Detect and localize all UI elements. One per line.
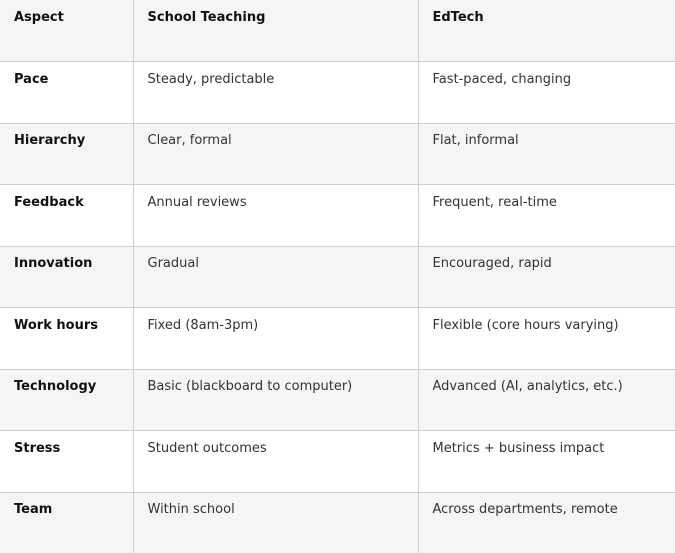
aspect-cell: Pace <box>0 62 133 124</box>
table-row <box>0 492 675 554</box>
school-teaching-cell: Clear, formal <box>133 123 418 185</box>
header-aspect: Aspect <box>0 0 133 62</box>
edtech-cell: Encouraged, rapid <box>418 246 675 308</box>
header-school-teaching: School Teaching <box>133 0 418 62</box>
header-edtech: EdTech <box>418 0 675 62</box>
edtech-cell: Metrics + business impact <box>418 431 675 493</box>
school-teaching-cell: Annual reviews <box>133 185 418 247</box>
table-row <box>0 431 675 493</box>
aspect-cell: Stress <box>0 431 133 493</box>
school-teaching-cell: Student outcomes <box>133 431 418 493</box>
edtech-cell: Frequent, real-time <box>418 185 675 247</box>
school-teaching-cell: Within school <box>133 492 418 554</box>
aspect-cell: Innovation <box>0 246 133 308</box>
edtech-cell: Flexible (core hours varying) <box>418 308 675 370</box>
edtech-cell: Fast-paced, changing <box>418 62 675 124</box>
table-header-row <box>0 0 675 62</box>
edtech-cell: Across departments, remote <box>418 492 675 554</box>
school-teaching-cell: Basic (blackboard to computer) <box>133 369 418 431</box>
school-teaching-cell: Steady, predictable <box>133 62 418 124</box>
school-teaching-cell: Fixed (8am-3pm) <box>133 308 418 370</box>
table-row <box>0 308 675 370</box>
edtech-cell: Advanced (AI, analytics, etc.) <box>418 369 675 431</box>
table-row <box>0 62 675 124</box>
table-row <box>0 246 675 308</box>
table-row <box>0 123 675 185</box>
table-row <box>0 369 675 431</box>
school-teaching-cell: Gradual <box>133 246 418 308</box>
aspect-cell: Hierarchy <box>0 123 133 185</box>
table-row <box>0 185 675 247</box>
aspect-cell: Technology <box>0 369 133 431</box>
edtech-cell: Flat, informal <box>418 123 675 185</box>
aspect-cell: Team <box>0 492 133 554</box>
aspect-cell: Feedback <box>0 185 133 247</box>
aspect-cell: Work hours <box>0 308 133 370</box>
